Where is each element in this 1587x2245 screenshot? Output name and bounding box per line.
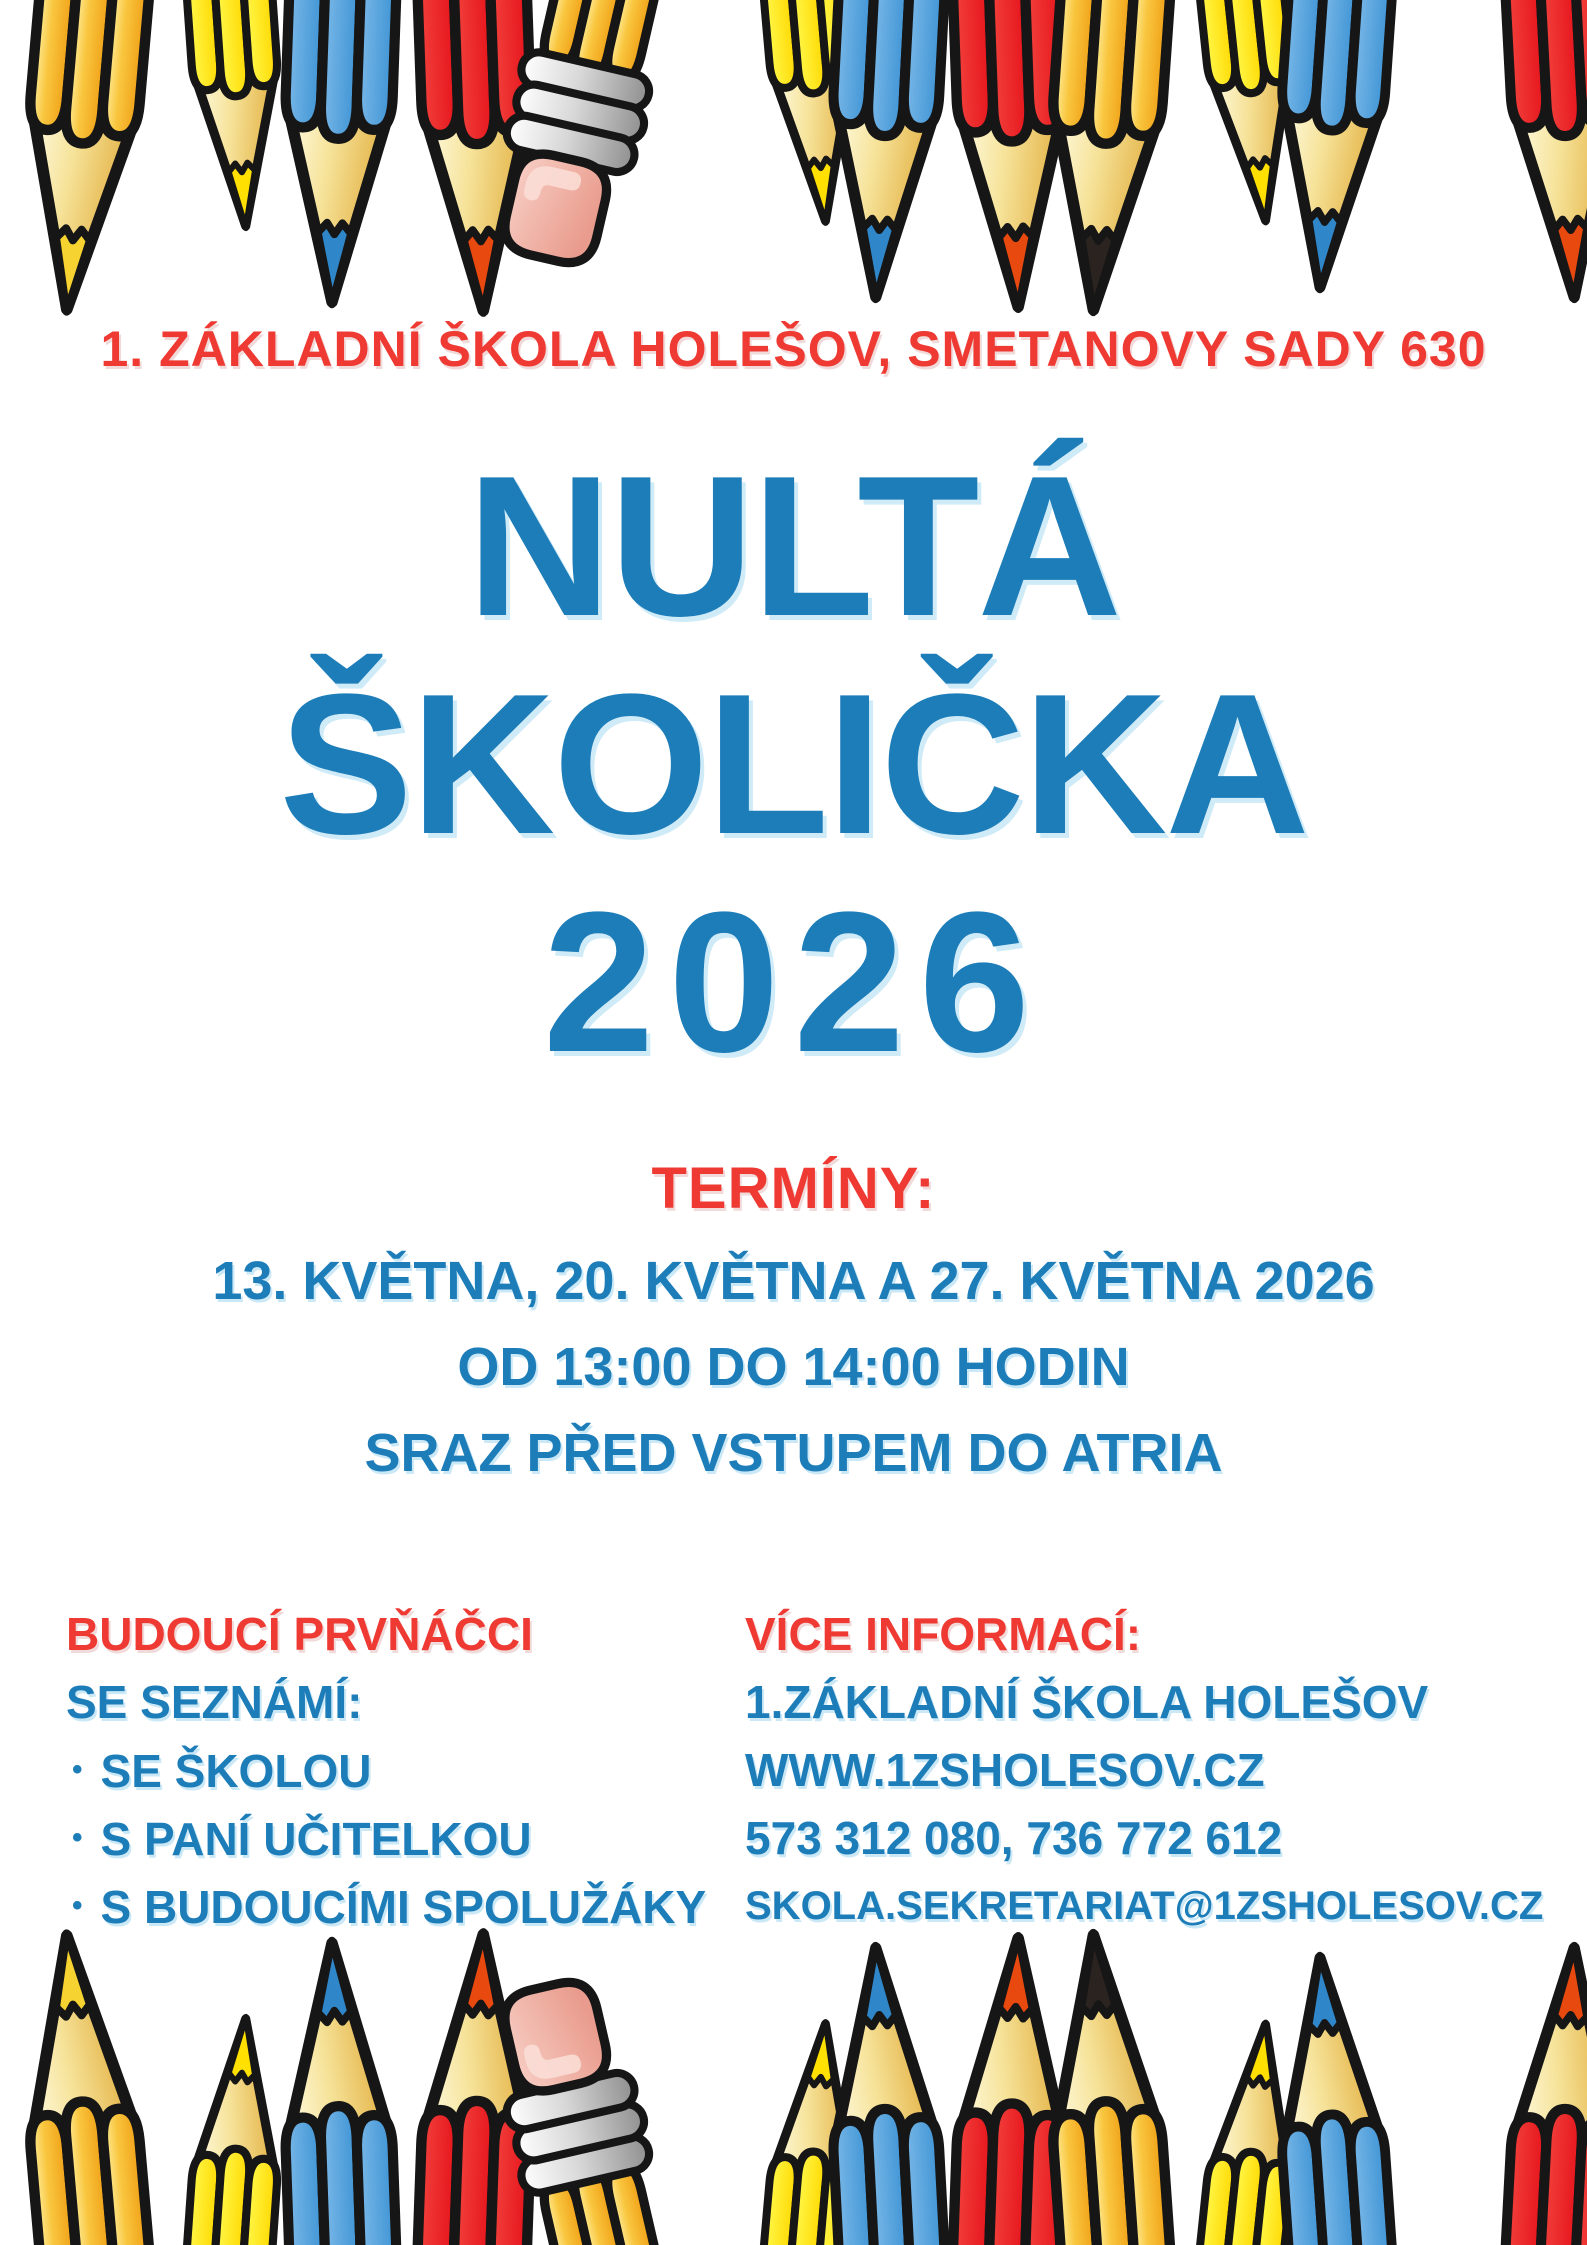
pencil-icon <box>0 0 12 179</box>
pencil-icon <box>177 0 289 231</box>
phone-numbers: 573 312 080, 736 772 612 <box>745 1812 1283 1864</box>
pencil-icon <box>12 0 163 317</box>
pencil-icon <box>278 0 402 306</box>
title-line-3: 2026 <box>543 871 1044 1094</box>
list-item <box>66 1804 706 1872</box>
terms-dates: 13. KVĚTNA, 20. KVĚTNA A 27. KVĚTNA 2026 <box>212 1251 1375 1311</box>
bullet-label: S BUDOUCÍMI SPOLUŽÁKY <box>100 1881 707 1934</box>
bullet-dot-icon: • <box>72 1821 83 1854</box>
poster-title <box>0 435 1587 1094</box>
bullet-dot-icon: • <box>72 1753 83 1786</box>
email-text: SKOLA.SEKRETARIAT@1ZSHOLESOV.CZ <box>745 1884 1544 1928</box>
bullet-label: SE ŠKOLOU <box>100 1745 372 1798</box>
website-text: WWW.1ZSHOLESOV.CZ <box>745 1744 1265 1796</box>
terms-time: OD 13:00 DO 14:00 HODIN <box>457 1337 1130 1397</box>
colored-pencils-top-icon <box>0 0 1587 340</box>
school-address-line: 1. ZÁKLADNÍ ŠKOLA HOLEŠOV, SMETANOVY SADY 630 <box>100 321 1487 377</box>
pencil-icon <box>1269 0 1404 293</box>
left-column-subheading: SE SEZNÁMÍ: <box>66 1676 363 1728</box>
terms-meeting-point: SRAZ PŘED VSTUPEM DO ATRIA <box>364 1423 1223 1483</box>
pencil-icon <box>1039 0 1182 316</box>
title-line-1: NULTÁ <box>467 435 1120 658</box>
bullet-dot-icon: • <box>72 1889 83 1922</box>
terms-heading: TERMÍNY: <box>651 1156 936 1221</box>
pencil-icon <box>412 0 538 315</box>
list-item <box>66 1736 706 1804</box>
pencil-icon <box>823 0 953 302</box>
left-info-column <box>66 1600 706 1940</box>
right-info-column <box>745 1600 1543 1940</box>
school-name: 1.ZÁKLADNÍ ŠKOLA HOLEŠOV <box>745 1676 1429 1728</box>
colored-pencils-bottom-icon <box>0 1905 1587 2245</box>
left-column-heading: BUDOUCÍ PRVŇÁČCI <box>66 1608 533 1660</box>
title-line-2: ŠKOLIČKA <box>279 653 1308 876</box>
pencil-icon <box>1497 0 1587 302</box>
bullet-label: S PANÍ UČITELKOU <box>100 1813 532 1866</box>
right-column-heading: VÍCE INFORMACÍ: <box>745 1608 1142 1660</box>
